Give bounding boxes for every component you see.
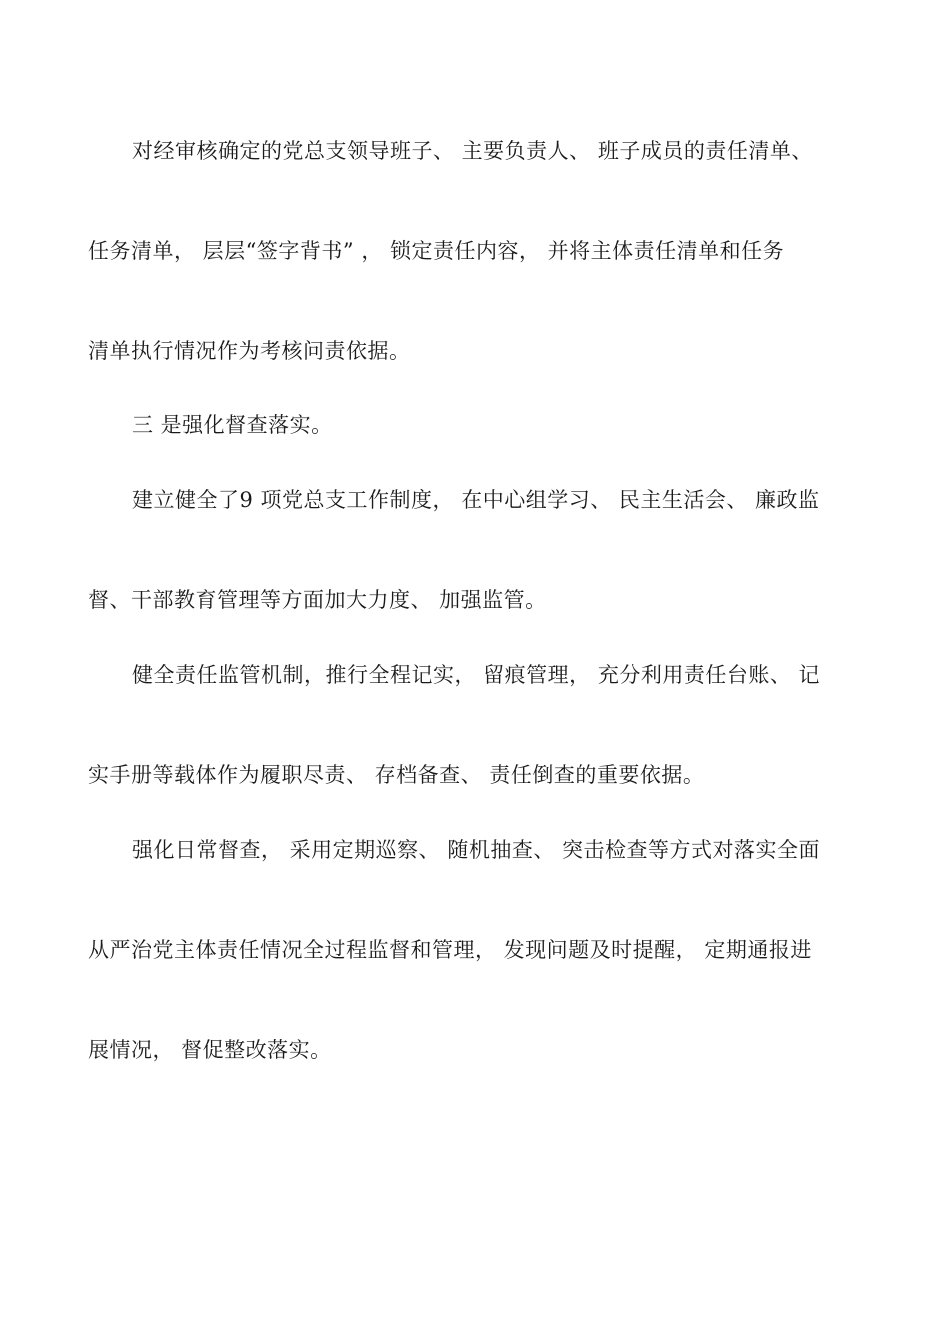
paragraph-line: 从严治党主体责任情况全过程监督和管理， 发现问题及时提醒， 定期通报进 [88, 938, 812, 962]
paragraph-line: 清单执行情况作为考核问责依据。 [88, 339, 411, 363]
paragraph-line: 强化日常督查， 采用定期巡察、 随机抽查、 突击检查等方式对落实全面 [132, 838, 821, 862]
paragraph-line: 实手册等载体作为履职尽责、 存档备查、 责任倒查的重要依据。 [88, 763, 705, 787]
paragraph-line: 任务清单， 层层“签字背书” ， 锁定责任内容， 并将主体责任清单和任务 [88, 239, 785, 263]
paragraph-line: 展情况， 督促整改落实。 [88, 1038, 332, 1062]
paragraph-line: 对经审核确定的党总支领导班子、 主要负责人、 班子成员的责任清单、 [132, 139, 813, 163]
section-heading: 三 是强化督查落实。 [132, 413, 333, 437]
paragraph-line: 健全责任监管机制，推行全程记实， 留痕管理， 充分利用责任台账、 记 [132, 663, 821, 687]
paragraph-line: 建立健全了9 项党总支工作制度， 在中心组学习、 民主生活会、 廉政监 [132, 488, 820, 512]
paragraph-line: 督、干部教育管理等方面加大力度、 加强监管。 [88, 588, 547, 612]
